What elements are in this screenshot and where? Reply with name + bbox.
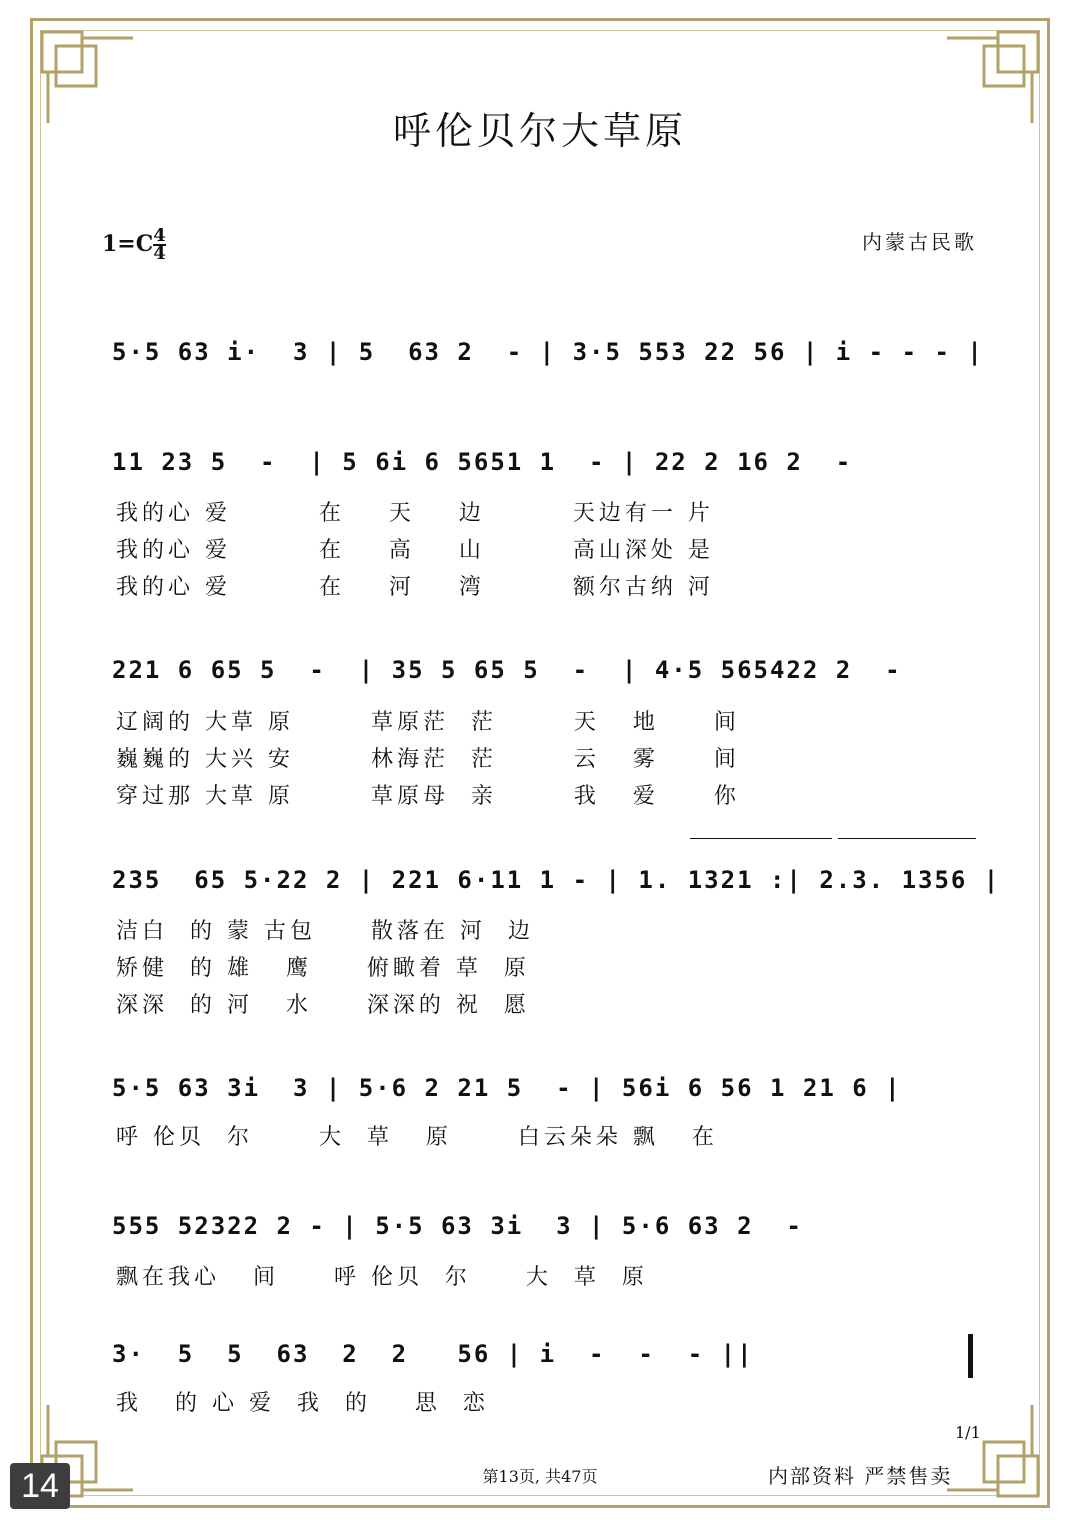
lyric-line: 辽阔的 大草 原 草原茫 茫 天 地 间: [116, 710, 740, 735]
volta-bracket-1: [690, 838, 832, 839]
lyric-line: 洁白 的 蒙 古包 散落在 河 边: [116, 919, 534, 944]
restriction-notice: 内部资料 严禁售卖: [768, 1464, 953, 1488]
volta-bracket-2: [838, 838, 976, 839]
notation-line-2: 11 23 5 - | 5 6i 6 5651 1 - | 22 2 16 2 -: [112, 448, 853, 476]
lyric-line: 巍巍的 大兴 安 林海茫 茫 云 雾 间: [116, 747, 740, 772]
page-fraction: 1/1: [955, 1423, 981, 1442]
lyric-line: 飘在我心 间 呼 伦贝 尔 大 草 原: [116, 1265, 648, 1290]
corner-ornament-bottom-right: [942, 1400, 1052, 1510]
composer-credit: 内蒙古民歌: [862, 230, 977, 254]
key-signature: 1=C: [102, 231, 154, 257]
lyric-line: 矫健 的 雄 鹰 俯瞰着 草 原: [116, 956, 530, 981]
notation-line-5: 5·5 63 3i 3 | 5·6 2 21 5 - | 56i 6 56 1 21 6 |: [112, 1074, 902, 1102]
lyric-line: 我的心 爱 在 天 边 天边有一 片: [116, 501, 714, 526]
time-signature: $\frac{4}{4}$: [153, 225, 166, 264]
lyric-line: 我的心 爱 在 高 山 高山深处 是: [116, 538, 714, 563]
page-info: 第13页, 共47页: [482, 1467, 598, 1486]
song-title: 呼伦贝尔大草原: [392, 109, 687, 153]
key-and-time-signature: [102, 225, 166, 264]
lyric-line: 呼 伦贝 尔 大 草 原 白云朵朵 飘 在: [116, 1125, 718, 1150]
lyric-line: 深深 的 河 水 深深的 祝 愿: [116, 993, 530, 1018]
notation-line-7: 3· 5 5 63 2 2 56 | i - - - ||: [112, 1340, 754, 1368]
lyric-line: 穿过那 大草 原 草原母 亲 我 爱 你: [116, 784, 740, 809]
lyric-line: 我的心 爱 在 河 湾 额尔古纳 河: [116, 575, 714, 600]
lyric-line: 我 的 心 爱 我 的 思 恋: [116, 1391, 489, 1416]
notation-line-4: 235 65 5·22 2 | 221 6·11 1 - | 1. 1321 :| 2.3. 1356 |: [112, 866, 1001, 894]
notation-line-1: 5·5 63 i· 3 | 5 63 2 - | 3·5 553 22 56 | i - - - |: [112, 338, 984, 366]
notation-line-6: 555 52322 2 - | 5·5 63 3i 3 | 5·6 63 2 -: [112, 1212, 803, 1240]
notation-line-3: 221 6 65 5 - | 35 5 65 5 - | 4·5 565422 2 -: [112, 656, 902, 684]
final-barline: [968, 1334, 973, 1378]
page-badge: 14: [10, 1463, 70, 1509]
